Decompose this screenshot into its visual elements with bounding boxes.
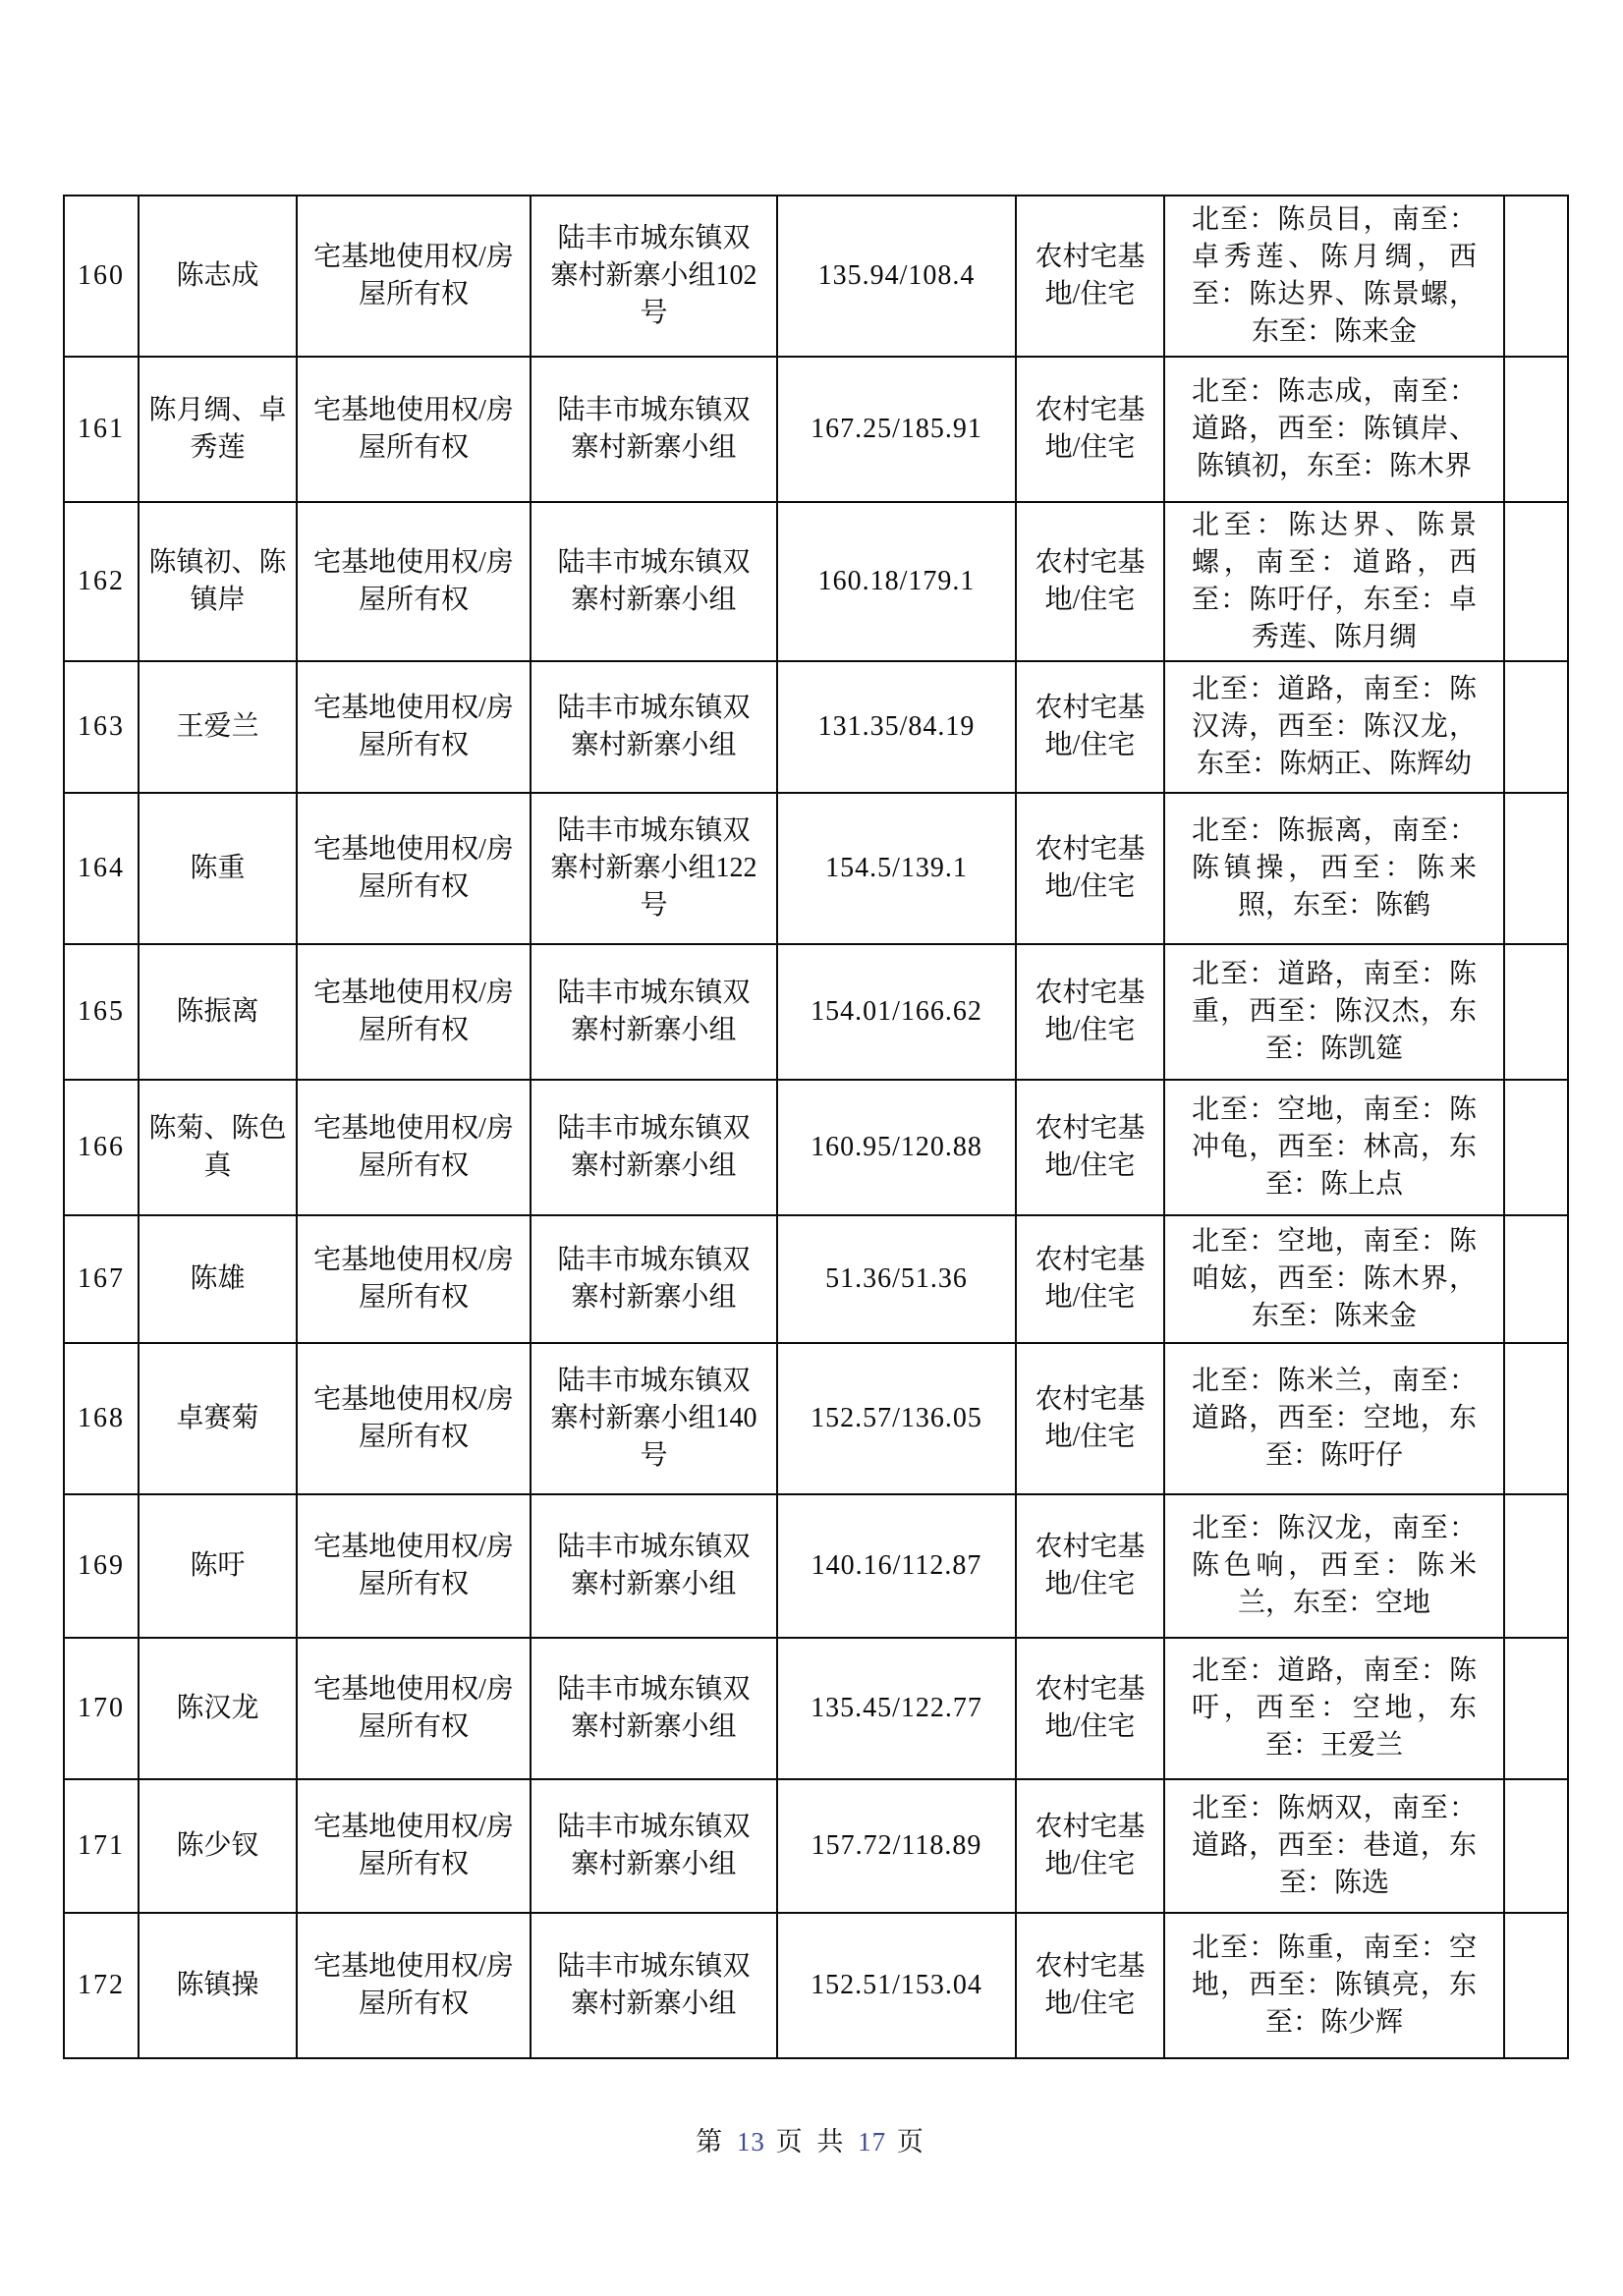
cell-area: 160.95/120.88 [777,1080,1016,1215]
cell-right-type: 宅基地使用权/房屋所有权 [297,1343,531,1494]
cell-right-type: 宅基地使用权/房屋所有权 [297,793,531,944]
cell-owner-name: 陈镇操 [139,1913,297,2058]
footer-label-di: 第 [696,2127,727,2156]
cell-land-use: 农村宅基地/住宅 [1016,502,1164,661]
cell-location: 陆丰市城东镇双寨村新寨小组 [531,502,777,661]
cell-note [1504,1779,1568,1913]
cell-land-use: 农村宅基地/住宅 [1016,944,1164,1080]
table-row [64,1343,1568,1494]
cell-right-type: 宅基地使用权/房屋所有权 [297,1779,531,1913]
cell-owner-name: 陈振离 [139,944,297,1080]
cell-boundaries: 北至：空地，南至：陈咱妶，西至：陈木界，东至：陈来金 [1164,1215,1504,1343]
cell-area: 160.18/179.1 [777,502,1016,661]
cell-index: 161 [64,357,139,502]
cell-location: 陆丰市城东镇双寨村新寨小组 [531,944,777,1080]
cell-owner-name: 卓赛菊 [139,1343,297,1494]
cell-note [1504,1343,1568,1494]
cell-right-type: 宅基地使用权/房屋所有权 [297,357,531,502]
table-row [64,1913,1568,2058]
cell-boundaries: 北至：陈米兰，南至：道路，西至：空地，东至：陈吁仔 [1164,1343,1504,1494]
cell-area: 51.36/51.36 [777,1215,1016,1343]
cell-area: 157.72/118.89 [777,1779,1016,1913]
cell-land-use: 农村宅基地/住宅 [1016,661,1164,793]
cell-right-type: 宅基地使用权/房屋所有权 [297,1080,531,1215]
table-row [64,196,1568,357]
cell-land-use: 农村宅基地/住宅 [1016,1080,1164,1215]
cell-owner-name: 陈汉龙 [139,1638,297,1779]
cell-boundaries: 北至：道路，南至：陈吁，西至：空地，东至：王爱兰 [1164,1638,1504,1779]
cell-boundaries: 北至：陈炳双，南至：道路，西至：巷道，东至：陈选 [1164,1779,1504,1913]
cell-note [1504,1215,1568,1343]
footer-label-ye: 页 [896,2127,927,2156]
cell-note [1504,1494,1568,1638]
records-tbody [64,196,1568,2058]
cell-location: 陆丰市城东镇双寨村新寨小组 [531,1779,777,1913]
cell-owner-name: 王爱兰 [139,661,297,793]
table-row [64,1638,1568,1779]
cell-area: 135.94/108.4 [777,196,1016,357]
cell-area: 152.57/136.05 [777,1343,1016,1494]
table-row [64,1779,1568,1913]
cell-owner-name: 陈重 [139,793,297,944]
cell-location: 陆丰市城东镇双寨村新寨小组 [531,1913,777,2058]
cell-owner-name: 陈菊、陈色真 [139,1080,297,1215]
cell-index: 163 [64,661,139,793]
cell-land-use: 农村宅基地/住宅 [1016,1913,1164,2058]
cell-land-use: 农村宅基地/住宅 [1016,1494,1164,1638]
cell-index: 169 [64,1494,139,1638]
cell-boundaries: 北至：陈汉龙，南至：陈色响，西至：陈米兰，东至：空地 [1164,1494,1504,1638]
cell-location: 陆丰市城东镇双寨村新寨小组 [531,1638,777,1779]
cell-area: 135.45/122.77 [777,1638,1016,1779]
cell-index: 170 [64,1638,139,1779]
cell-index: 164 [64,793,139,944]
cell-area: 167.25/185.91 [777,357,1016,502]
cell-land-use: 农村宅基地/住宅 [1016,1343,1164,1494]
cell-land-use: 农村宅基地/住宅 [1016,196,1164,357]
cell-index: 160 [64,196,139,357]
cell-note [1504,1638,1568,1779]
cell-location: 陆丰市城东镇双寨村新寨小组 [531,1215,777,1343]
cell-location: 陆丰市城东镇双寨村新寨小组 [531,357,777,502]
page-footer [0,2120,1623,2158]
cell-area: 131.35/84.19 [777,661,1016,793]
cell-location: 陆丰市城东镇双寨村新寨小组 [531,1494,777,1638]
cell-owner-name: 陈吁 [139,1494,297,1638]
cell-boundaries: 北至：陈达界、陈景螺，南至：道路，西至：陈吁仔，东至：卓秀莲、陈月绸 [1164,502,1504,661]
cell-note [1504,944,1568,1080]
cell-note [1504,793,1568,944]
cell-right-type: 宅基地使用权/房屋所有权 [297,1494,531,1638]
table-row [64,1494,1568,1638]
cell-boundaries: 北至：陈振离，南至：陈镇操，西至：陈来照，东至：陈鹤 [1164,793,1504,944]
table-row [64,1080,1568,1215]
cell-owner-name: 陈雄 [139,1215,297,1343]
cell-owner-name: 陈镇初、陈镇岸 [139,502,297,661]
cell-owner-name: 陈志成 [139,196,297,357]
cell-right-type: 宅基地使用权/房屋所有权 [297,1913,531,2058]
cell-boundaries: 北至：陈员目，南至：卓秀莲、陈月绸，西至：陈达界、陈景螺，东至：陈来金 [1164,196,1504,357]
cell-boundaries: 北至：道路，南至：陈重，西至：陈汉杰，东至：陈凯筵 [1164,944,1504,1080]
cell-boundaries: 北至：道路，南至：陈汉涛，西至：陈汉龙，东至：陈炳正、陈辉幼 [1164,661,1504,793]
table-row [64,944,1568,1080]
cell-owner-name: 陈月绸、卓秀莲 [139,357,297,502]
cell-boundaries: 北至：陈重，南至：空地，西至：陈镇亮，东至：陈少辉 [1164,1913,1504,2058]
cell-area: 154.5/139.1 [777,793,1016,944]
cell-owner-name: 陈少钗 [139,1779,297,1913]
table-row [64,357,1568,502]
table-row [64,502,1568,661]
cell-location: 陆丰市城东镇双寨村新寨小组 [531,1080,777,1215]
cell-location: 陆丰市城东镇双寨村新寨小组122号 [531,793,777,944]
cell-right-type: 宅基地使用权/房屋所有权 [297,502,531,661]
cell-land-use: 农村宅基地/住宅 [1016,1638,1164,1779]
cell-boundaries: 北至：陈志成，南至：道路，西至：陈镇岸、陈镇初，东至：陈木界 [1164,357,1504,502]
cell-note [1504,1080,1568,1215]
cell-land-use: 农村宅基地/住宅 [1016,1215,1164,1343]
cell-land-use: 农村宅基地/住宅 [1016,1779,1164,1913]
cell-index: 172 [64,1913,139,2058]
table-row [64,793,1568,944]
cell-boundaries: 北至：空地，南至：陈冲龟，西至：林高，东至：陈上点 [1164,1080,1504,1215]
cell-area: 140.16/112.87 [777,1494,1016,1638]
cell-land-use: 农村宅基地/住宅 [1016,357,1164,502]
cell-note [1504,661,1568,793]
table-row [64,1215,1568,1343]
table-row [64,661,1568,793]
cell-right-type: 宅基地使用权/房屋所有权 [297,661,531,793]
cell-right-type: 宅基地使用权/房屋所有权 [297,196,531,357]
cell-note [1504,1913,1568,2058]
land-registry-table [63,195,1569,2059]
cell-area: 152.51/153.04 [777,1913,1016,2058]
cell-index: 168 [64,1343,139,1494]
footer-page-number: 13 [736,2127,765,2156]
cell-note [1504,357,1568,502]
cell-area: 154.01/166.62 [777,944,1016,1080]
cell-index: 167 [64,1215,139,1343]
cell-location: 陆丰市城东镇双寨村新寨小组 [531,661,777,793]
cell-index: 165 [64,944,139,1080]
cell-location: 陆丰市城东镇双寨村新寨小组140号 [531,1343,777,1494]
cell-index: 162 [64,502,139,661]
footer-total-pages: 17 [858,2127,887,2156]
cell-land-use: 农村宅基地/住宅 [1016,793,1164,944]
cell-index: 171 [64,1779,139,1913]
cell-location: 陆丰市城东镇双寨村新寨小组102号 [531,196,777,357]
cell-note [1504,196,1568,357]
cell-index: 166 [64,1080,139,1215]
cell-note [1504,502,1568,661]
cell-right-type: 宅基地使用权/房屋所有权 [297,1215,531,1343]
cell-right-type: 宅基地使用权/房屋所有权 [297,944,531,1080]
footer-label-ye-gong: 页 共 [775,2127,848,2156]
cell-right-type: 宅基地使用权/房屋所有权 [297,1638,531,1779]
